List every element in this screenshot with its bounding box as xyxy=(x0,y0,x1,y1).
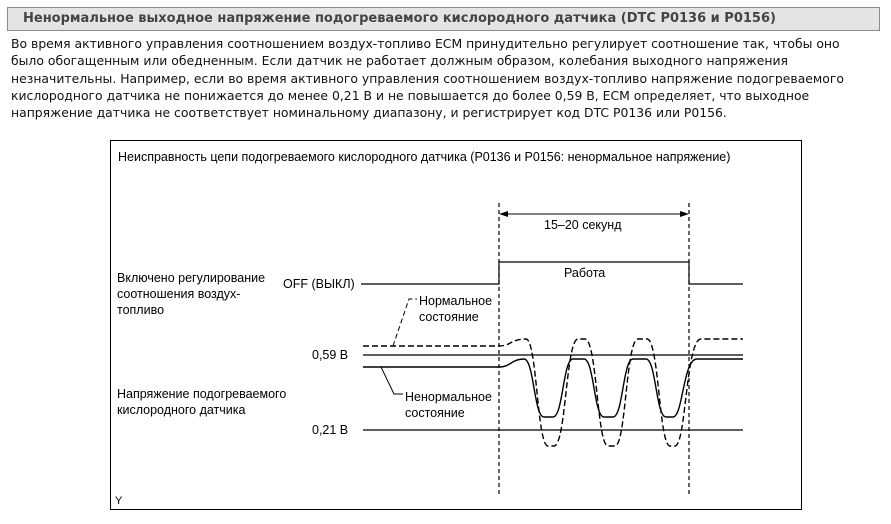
normal-state-label xyxy=(419,293,492,325)
off-label: OFF (ВЫКЛ) xyxy=(283,277,355,291)
timing-diagram xyxy=(110,140,802,510)
voltage-label-line: Напряжение подогреваемого xyxy=(117,387,287,401)
description-line: напряжение датчика не соответствует номинальному диапазону, и регистрирует код DTC P0136 или P0156. xyxy=(11,105,727,121)
control-signal-line xyxy=(361,262,743,284)
normal-state-label-line: Нормальное xyxy=(419,294,493,308)
control-label xyxy=(117,270,265,318)
abnormal-state-label-line: Ненормальное xyxy=(405,390,492,404)
description-line: Во время активного управления соотношением воздух-топливо ECM принудительно регулирует соотношение так, чтобы оно xyxy=(11,36,840,51)
description-line: кислородного датчика не понижается до менее 0,21 В и не повышается до более 0,59 В, ECM определяет, что выходное xyxy=(11,87,810,103)
duration-arrowhead-left xyxy=(499,211,508,217)
work-label: Работа xyxy=(564,266,606,280)
normal-leader-line xyxy=(393,299,417,346)
control-label-line: топливо xyxy=(117,303,165,317)
abnormal-state-label-line: состояние xyxy=(405,406,465,420)
level-high-label: 0,59 В xyxy=(312,348,349,362)
section-title: Ненормальное выходное напряжение подогреваемого кислородного датчика (DTC P0136 и P0156) xyxy=(23,11,776,26)
abnormal-leader-line xyxy=(381,367,403,394)
description-line: было обогащенным или обедненным. Если датчик не работает должным образом, колебания выходного напряжения xyxy=(11,53,788,69)
duration-label: 15–20 секунд xyxy=(544,218,622,232)
figure-title: Неисправность цепи подогреваемого кислородного датчика (P0136 и P0156: ненормальное напряжение) xyxy=(118,150,731,164)
abnormal-state-label xyxy=(405,389,492,421)
normal-state-label-line: состояние xyxy=(419,310,479,324)
voltage-label-line: кислородного датчика xyxy=(117,403,246,417)
section-header xyxy=(7,7,880,31)
duration-arrowhead-right xyxy=(680,211,689,217)
voltage-label xyxy=(117,386,286,418)
level-low-label: 0,21 В xyxy=(312,423,349,437)
description-paragraph xyxy=(11,35,887,121)
timing-diagram-drawing xyxy=(111,141,801,509)
control-label-line: соотношения воздух- xyxy=(117,287,241,301)
corner-mark: Y xyxy=(115,495,123,507)
description-line: незначительны. Например, если во время активного управления соотношением воздух-топливо напряжение подогреваемого xyxy=(11,70,844,86)
control-label-line: Включено регулирование xyxy=(117,271,266,285)
